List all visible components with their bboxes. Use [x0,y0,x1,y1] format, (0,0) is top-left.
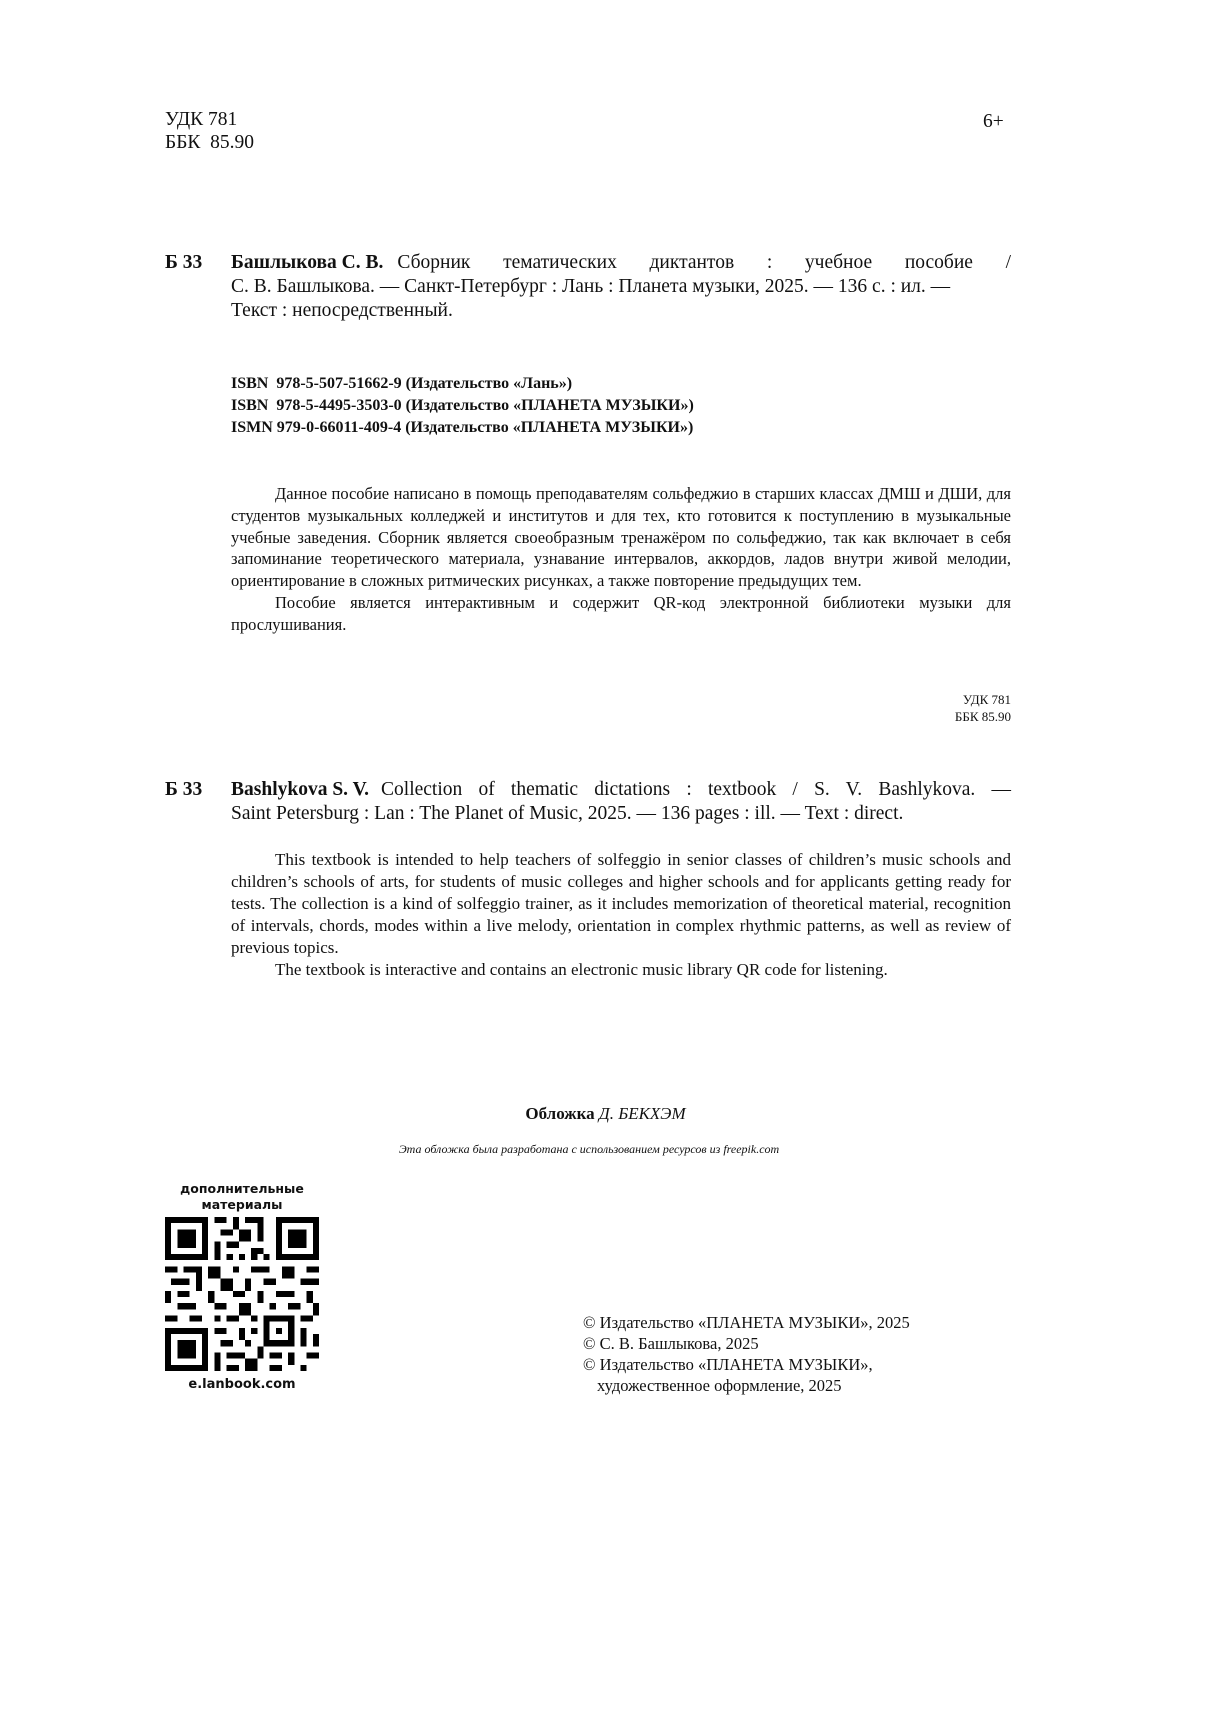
copyright-line-2: © С. В. Башлыкова, 2025 [583,1334,759,1353]
copyright-line-3: © Издательство «ПЛАНЕТА МУЗЫКИ», [583,1355,873,1374]
cover-label: Обложка [525,1104,595,1123]
qr-finder-bottom-left [165,1328,208,1371]
copyright-line-4: художественное оформление, 2025 [597,1376,842,1395]
isbn-block [231,373,694,439]
qr-finder-top-left [165,1217,208,1260]
isbn-lan: ISBN 978-5-507-51662-9 (Издательство «Лань») [231,375,573,392]
ru-abstract-p1: Данное пособие написано в помощь преподавателям сольфеджио в старших классах ДМШ и ДШИ, для студентов музыкальных колледжей и институтов и для тех, кто готовится к поступлению в музыкальные учебные заведения. Сборник является своеобразным тренажёром по сольфеджио, так как включает в себя запоминание теоретического материала, узнавание интервалов, аккордов, ладов внутри живой мелодии, ориентирование в сложных ритмических рисунках, а также повторение предыдущих тем. [231,484,1011,591]
ru-entry [231,251,1011,323]
qr-caption-line1: дополнительные [180,1181,304,1196]
ru-entry-text-type: Текст : непосредственный. [231,300,453,321]
isbn-planeta: ISBN 978-5-4495-3503-0 (Издательство «ПЛАНЕТА МУЗЫКИ») [231,397,694,414]
en-entry-title: Collection of thematic dictations : textbook / S. V. Bashlykova. — [381,779,1011,800]
en-entry [231,778,1011,826]
ru-abstract-p2: Пособие является интерактивным и содержит QR-код электронной библиотеки музыки для прослушивания. [231,592,1011,634]
mid-codes [860,691,1011,725]
ru-entry-title: Сборник тематических диктантов : учебное пособие / [397,252,1011,273]
en-entry-imprint: Saint Petersburg : Lan : The Planet of Music, 2025. — 136 pages : ill. — Text : direct. [231,803,904,824]
bbk-code: ББК 85.90 [165,132,255,153]
cover-note: Эта обложка была разработана с использованием ресурсов из freepik.com [398,1142,780,1156]
copyright-line-1: © Издательство «ПЛАНЕТА МУЗЫКИ», 2025 [583,1313,910,1332]
en-abstract-p1: This textbook is intended to help teachers of solfeggio in senior classes of children’s music schools and children’s schools of arts, for students of music colleges and higher schools and for applicants getting ready for tests. The collection is a kind of solfeggio trainer, as it includes memorization of theoretical material, recognition of intervals, chords, modes within a live melody, orientation in complex rhythmic patterns, as well as review of previous topics. [231,850,1011,957]
qr-caption-line2: материалы [201,1197,283,1212]
cover-credit [0,1103,1211,1125]
ru-abstract [231,483,1011,636]
cover-artist: Д. БЕКХЭМ [598,1104,686,1123]
en-abstract-p2: The textbook is interactive and contains an electronic music library QR code for listening. [275,960,888,979]
copyright-block [583,1312,910,1396]
ru-entry-author: Башлыкова С. В. [231,252,384,273]
qr-finder-top-right [276,1217,319,1260]
qr-caption [165,1181,319,1213]
en-entry-author: Bashlykova S. V. [231,779,370,800]
en-abstract [231,849,1011,981]
qr-url[interactable]: e.lanbook.com [188,1377,296,1392]
mid-bbk: ББК 85.90 [954,709,1011,724]
qr-code[interactable] [165,1217,319,1371]
en-entry-code: Б 33 [165,779,203,800]
age-rating: 6+ [983,111,1004,132]
udk-code: УДК 781 [165,109,238,130]
mid-udk: УДК 781 [962,692,1011,707]
qr-alignment [264,1316,295,1347]
ismn-planeta: ISMN 979-0-66011-409-4 (Издательство «ПЛАНЕТА МУЗЫКИ») [231,419,694,436]
ru-entry-imprint: С. В. Башлыкова. — Санкт-Петербург : Лань : Планета музыки, 2025. — 136 с. : ил. — [231,276,951,297]
ru-entry-code: Б 33 [165,252,203,273]
